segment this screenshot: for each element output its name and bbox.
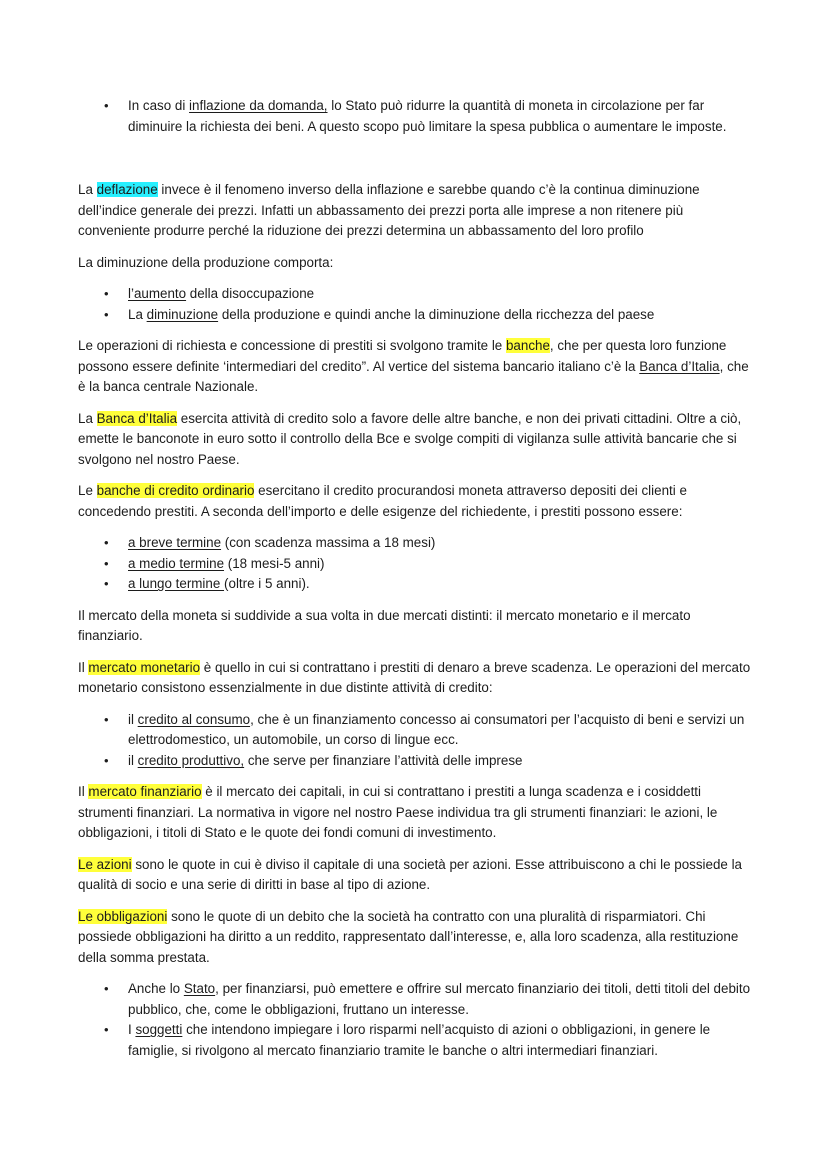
paragraph-banca-italia: La Banca d’Italia esercita attività di credito solo a favore delle altre banche, e non dei privati cittadini. Oltre a ciò, emette le banconote in euro sotto il controllo della Bce e svolge compiti di vigilanza sulle attività bancarie che si svolgono nel nostro Paese.: [78, 410, 742, 467]
underlined-term: soggetti: [135, 1022, 183, 1037]
bullet-icon: •: [104, 306, 109, 322]
paragraph-produzione: La diminuzione della produzione comporta:: [78, 254, 334, 270]
underlined-term: credito produttivo,: [137, 752, 245, 768]
list-item: • il credito produttivo, che serve per finanziare l’attività delle imprese: [78, 751, 752, 772]
underlined-term: credito al consumo: [137, 711, 251, 727]
paragraph-azioni: Le azioni sono le quote in cui è diviso il capitale di una società per azioni. Esse attribuiscono a chi le possiede la qualità di socio e una serie di diritti in base al tipo di azione.: [78, 856, 742, 892]
bullet-icon: •: [104, 98, 109, 113]
bullet-icon: •: [104, 981, 109, 996]
underlined-term: a medio termine: [128, 555, 225, 571]
bullet-icon: •: [104, 1022, 109, 1037]
highlighted-term: banche di credito ordinario: [96, 483, 255, 498]
highlighted-term: Le azioni: [78, 856, 132, 872]
credito-list: [78, 710, 752, 772]
prestiti-list: [78, 533, 752, 595]
highlighted-term: Le obbligazioni: [78, 908, 168, 924]
bullet-icon: •: [104, 576, 109, 591]
paragraph-mercato-monetario: Il mercato monetario è quello in cui si contrattano i prestiti di denaro a breve scadenza. Le operazioni del mercato monetario consistono essenzialmente in due distinte attività di credito:: [78, 659, 751, 695]
highlighted-term: banche: [505, 338, 550, 353]
list-item: • La diminuzione della produzione e quindi anche la diminuzione della ricchezza del paese: [78, 305, 752, 326]
list-item: • a medio termine (18 mesi-5 anni): [78, 554, 752, 575]
highlighted-term: mercato finanziario: [88, 784, 202, 799]
underlined-term: inflazione da domanda,: [189, 98, 328, 113]
highlighted-term: Banca d’Italia: [96, 410, 178, 426]
final-list: [78, 979, 752, 1061]
list-item: • a breve termine (con scadenza massima a 18 mesi): [78, 533, 752, 554]
list-item: • a lungo termine (oltre i 5 anni).: [78, 574, 752, 595]
underlined-term: a lungo termine: [128, 576, 225, 591]
highlighted-term: mercato monetario: [88, 659, 201, 675]
intro-list: [78, 96, 752, 137]
produzione-list: [78, 284, 752, 325]
bullet-icon: •: [104, 286, 109, 301]
bullet-icon: •: [104, 752, 109, 768]
underlined-term: a breve termine: [128, 535, 222, 550]
underlined-term: l’aumento: [128, 286, 187, 301]
paragraph-deflazione: La deflazione invece è il fenomeno inverso della inflazione e sarebbe quando c’è la continua diminuzione dell’indice generale dei prezzi. Infatti un abbassamento dei prezzi porta alle imprese a non ritenere più conveniente produrre perché la riduzione dei prezzi determina un abbassamento del loro profilo: [78, 182, 700, 238]
bullet-icon: •: [104, 711, 109, 727]
paragraph-obbligazioni: Le obbligazioni sono le quote di un debito che la società ha contratto con una pluralità di risparmiatori. Chi possiede obbligazioni ha diritto a un reddito, rappresentato dall’interesse, e, alla loro scadenza, alla restituzione della somma prestata.: [78, 908, 739, 965]
list-item: • l’aumento della disoccupazione: [78, 284, 752, 305]
underlined-term: Stato: [183, 981, 216, 996]
highlighted-term: deflazione: [96, 182, 158, 197]
paragraph-credito-ordinario: Le banche di credito ordinario esercitano il credito procurandosi moneta attraverso depositi dei clienti e concedendo prestiti. A seconda dell’importo e delle esigenze del richiedente, i prestiti possono essere:: [78, 483, 687, 519]
list-item: • il credito al consumo, che è un finanziamento concesso ai consumatori per l’acquisto di beni e servizi un elettrodomestico, un automobile, un corso di lingue ecc.: [104, 711, 745, 747]
paragraph-banche: Le operazioni di richiesta e concessione di prestiti si svolgono tramite le banche, che per questa loro funzione possono essere definite ‘intermediari del credito”. Al vertice del sistema bancario italiano c’è la Banca d’Italia, che è la banca centrale Nazionale.: [78, 338, 749, 394]
underlined-term: diminuzione: [146, 306, 219, 322]
paragraph-mercato: Il mercato della moneta si suddivide a sua volta in due mercati distinti: il mercato monetario e il mercato finanziario.: [78, 607, 691, 643]
list-item: • In caso di inflazione da domanda, lo Stato può ridurre la quantità di moneta in circolazione per far diminuire la richiesta dei beni. A questo scopo può limitare la spesa pubblica o aumentare le imposte.: [104, 98, 727, 134]
underlined-term: Banca d’Italia: [639, 358, 720, 374]
bullet-icon: •: [104, 555, 109, 571]
list-item: • I soggetti che intendono impiegare i loro risparmi nell’acquisto di azioni o obbligazioni, in genere le famiglie, si rivolgono al mercato finanziario tramite le banche o altri intermediari finanziari.: [104, 1022, 711, 1058]
list-item: • Anche lo Stato, per finanziarsi, può emettere e offrire sul mercato finanziario dei titoli, detti titoli del debito pubblico, che, come le obbligazioni, fruttano un interesse.: [104, 981, 751, 1017]
bullet-icon: •: [104, 535, 109, 550]
paragraph-mercato-finanziario: Il mercato finanziario è il mercato dei capitali, in cui si contrattano i prestiti a lunga scadenza e i cosiddetti strumenti finanziari. La normativa in vigore nel nostro Paese individua tra gli strumenti finanziari: le azioni, le obbligazioni, i titoli di Stato e le quote dei fondi comuni di investimento.: [78, 784, 718, 840]
